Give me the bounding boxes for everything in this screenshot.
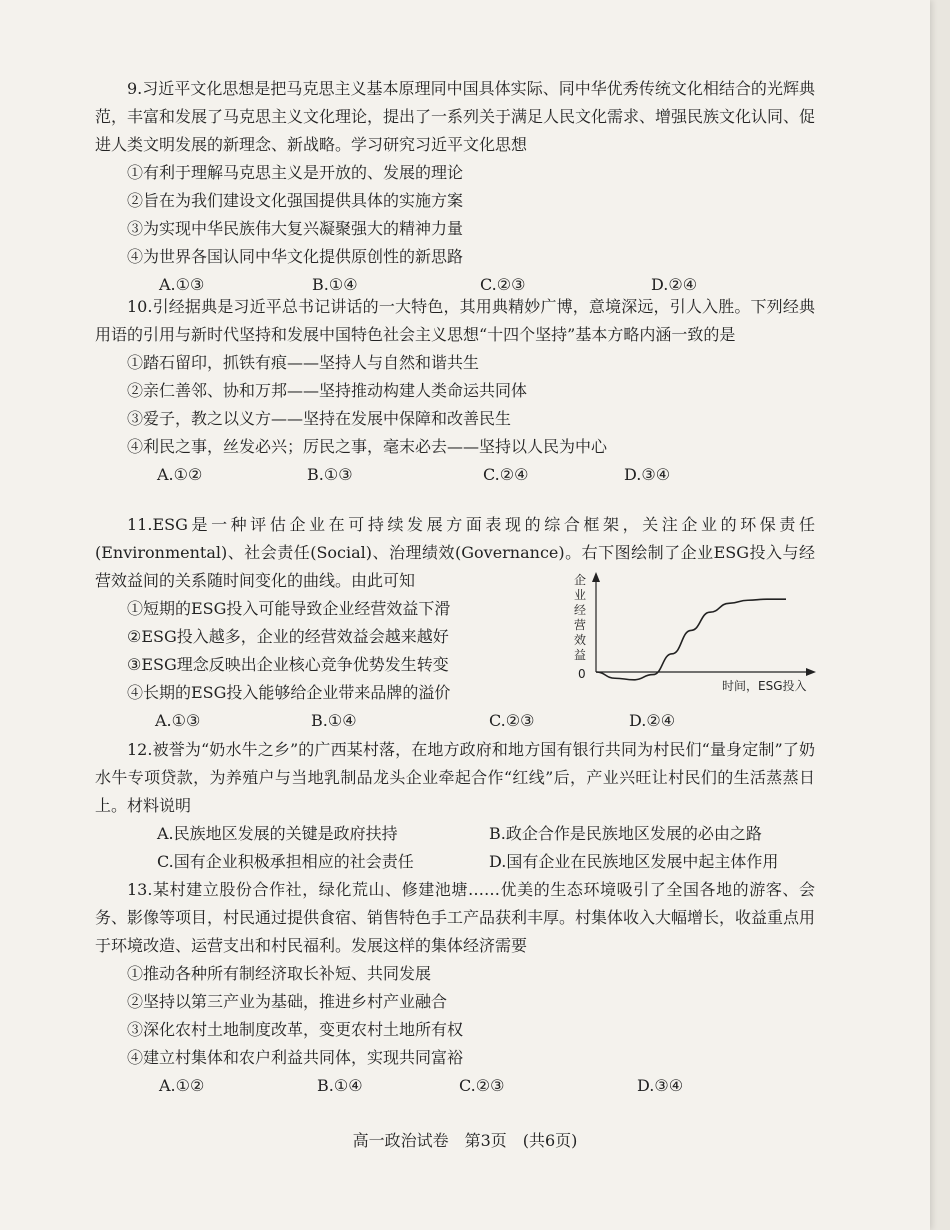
- question-11-choices: [127, 707, 815, 735]
- question-10-choice-c: C.②④: [483, 465, 529, 484]
- y-axis-label-char: 益: [574, 648, 587, 662]
- question-9-choice-c: C.②③: [480, 275, 526, 294]
- question-10-option-1: ①踏石留印，抓铁有痕——坚持人与自然和谐共生: [127, 353, 480, 372]
- question-10-choice-d: D.③④: [624, 465, 671, 484]
- question-10-option-4: ④利民之事，丝发必兴；厉民之事，毫末必去——坚持以人民为中心: [127, 437, 608, 456]
- question-10-choices: [127, 461, 815, 489]
- question-12-stem: 12.被誉为“奶水牛之乡”的广西某村落，在地方政府和地方国有银行共同为村民们“量身定制”了奶水牛专项贷款，为养殖户与当地乳制品龙头企业牵起合作“红线”后，产业兴旺让村民们的生活蒸蒸日上。材料说明: [95, 740, 815, 815]
- question-11-option-2: ②ESG投入越多，企业的经营效益会越来越好: [127, 627, 449, 646]
- question-12-option-c: C.国有企业积极承担相应的社会责任: [157, 852, 414, 871]
- question-13-stem: 13.某村建立股份合作社，绿化荒山、修建池塘……优美的生态环境吸引了全国各地的游客、会务、影像等项目，村民通过提供食宿、销售特色手工产品获利丰厚。村集体收入大幅增长，收益重点用于环境改造、运营支出和村民福利。发展这样的集体经济需要: [95, 880, 816, 955]
- question-9-option-2: ②旨在为我们建设文化强国提供具体的实施方案: [127, 191, 464, 210]
- question-9-stem: 9.习近平文化思想是把马克思主义基本原理同中国具体实际、同中华优秀传统文化相结合的光辉典范，丰富和发展了马克思主义文化理论，提出了一系列关于满足人民文化需求、增强民族文化认同、促进人类文明发展的新理念、新战略。学习研究习近平文化思想: [95, 79, 816, 154]
- question-9-choice-a: A.①③: [159, 275, 205, 294]
- question-13-option-2: ②坚持以第三产业为基础，推进乡村产业融合: [127, 992, 448, 1011]
- question-11-choice-a: A.①③: [155, 711, 201, 730]
- question-11-choice-d: D.②④: [629, 711, 676, 730]
- question-12-options: [95, 820, 815, 876]
- question-13-choice-a: A.①②: [159, 1076, 205, 1095]
- question-13-choice-d: D.③④: [637, 1076, 684, 1095]
- question-9-choice-b: B.①④: [312, 275, 358, 294]
- question-13-option-4: ④建立村集体和农户利益共同体，实现共同富裕: [127, 1048, 464, 1067]
- question-10-option-3: ③爱子，教之以义方——坚持在发展中保障和改善民生: [127, 409, 512, 428]
- question-11-option-1: ①短期的ESG投入可能导致企业经营效益下滑: [127, 599, 451, 618]
- question-10: [95, 293, 815, 489]
- question-11-options: [95, 595, 515, 707]
- question-12: [95, 736, 815, 876]
- esg-chart-svg: [560, 568, 830, 698]
- y-axis-label-char: 营: [574, 618, 587, 632]
- question-10-option-2: ②亲仁善邻、协和万邦——坚持推动构建人类命运共同体: [127, 381, 528, 400]
- question-12-option-d: D.国有企业在民族地区发展中起主体作用: [489, 852, 779, 871]
- question-13-option-1: ①推动各种所有制经济取长补短、共同发展: [127, 964, 432, 983]
- question-10-choice-a: A.①②: [157, 465, 203, 484]
- y-axis-label: [574, 572, 586, 662]
- question-9-option-4: ④为世界各国认同中华文化提供原创性的新思路: [127, 247, 464, 266]
- question-11-choice-b: B.①④: [311, 711, 357, 730]
- question-11-stem: 11.ESG是一种评估企业在可持续发展方面表现的综合框架，关注企业的环保责任(Environmental)、社会责任(Social)、治理绩效(Governance)。右下图绘制了企业ESG投入与经营效益间的关系随时间变化的曲线。由此可知: [95, 515, 815, 590]
- question-11-option-3: ③ESG理念反映出企业核心竞争优势发生转变: [127, 655, 449, 674]
- y-axis-label-char: 业: [574, 588, 587, 602]
- question-9: [95, 75, 815, 299]
- esg-chart: [560, 568, 830, 698]
- x-axis-label: 时间，ESG投入: [722, 679, 807, 693]
- question-9-option-3: ③为实现中华民族伟大复兴凝聚强大的精神力量: [127, 219, 464, 238]
- x-axis-arrow: [806, 668, 816, 676]
- question-13-option-3: ③深化农村土地制度改革，变更农村土地所有权: [127, 1020, 464, 1039]
- question-11-option-4: ④长期的ESG投入能够给企业带来品牌的溢价: [127, 683, 451, 702]
- y-axis-label-char: 经: [574, 603, 587, 617]
- question-12-option-a: A.民族地区发展的关键是政府扶持: [157, 824, 398, 843]
- page-footer: 高一政治试卷 第3页 (共6页): [352, 1131, 578, 1150]
- question-10-choice-b: B.①③: [307, 465, 353, 484]
- y-axis-label-char: 企: [574, 573, 587, 587]
- question-9-choice-d: D.②④: [651, 275, 698, 294]
- series-line: [596, 599, 786, 680]
- question-13: [95, 876, 815, 1100]
- question-13-choices: [127, 1072, 815, 1100]
- question-11-choice-c: C.②③: [489, 711, 535, 730]
- question-9-option-1: ①有利于理解马克思主义是开放的、发展的理论: [127, 163, 464, 182]
- y-axis-arrow: [592, 572, 600, 582]
- question-13-choice-b: B.①④: [317, 1076, 363, 1095]
- question-10-stem: 10.引经据典是习近平总书记讲话的一大特色，其用典精妙广博，意境深远，引人入胜。下列经典用语的引用与新时代坚持和发展中国特色社会主义思想“十四个坚持”基本方略内涵一致的是: [95, 297, 815, 344]
- y-axis-label-char: 效: [574, 633, 587, 647]
- origin-label: 0: [578, 667, 586, 681]
- question-12-option-b: B.政企合作是民族地区发展的必由之路: [489, 824, 762, 843]
- question-13-choice-c: C.②③: [459, 1076, 505, 1095]
